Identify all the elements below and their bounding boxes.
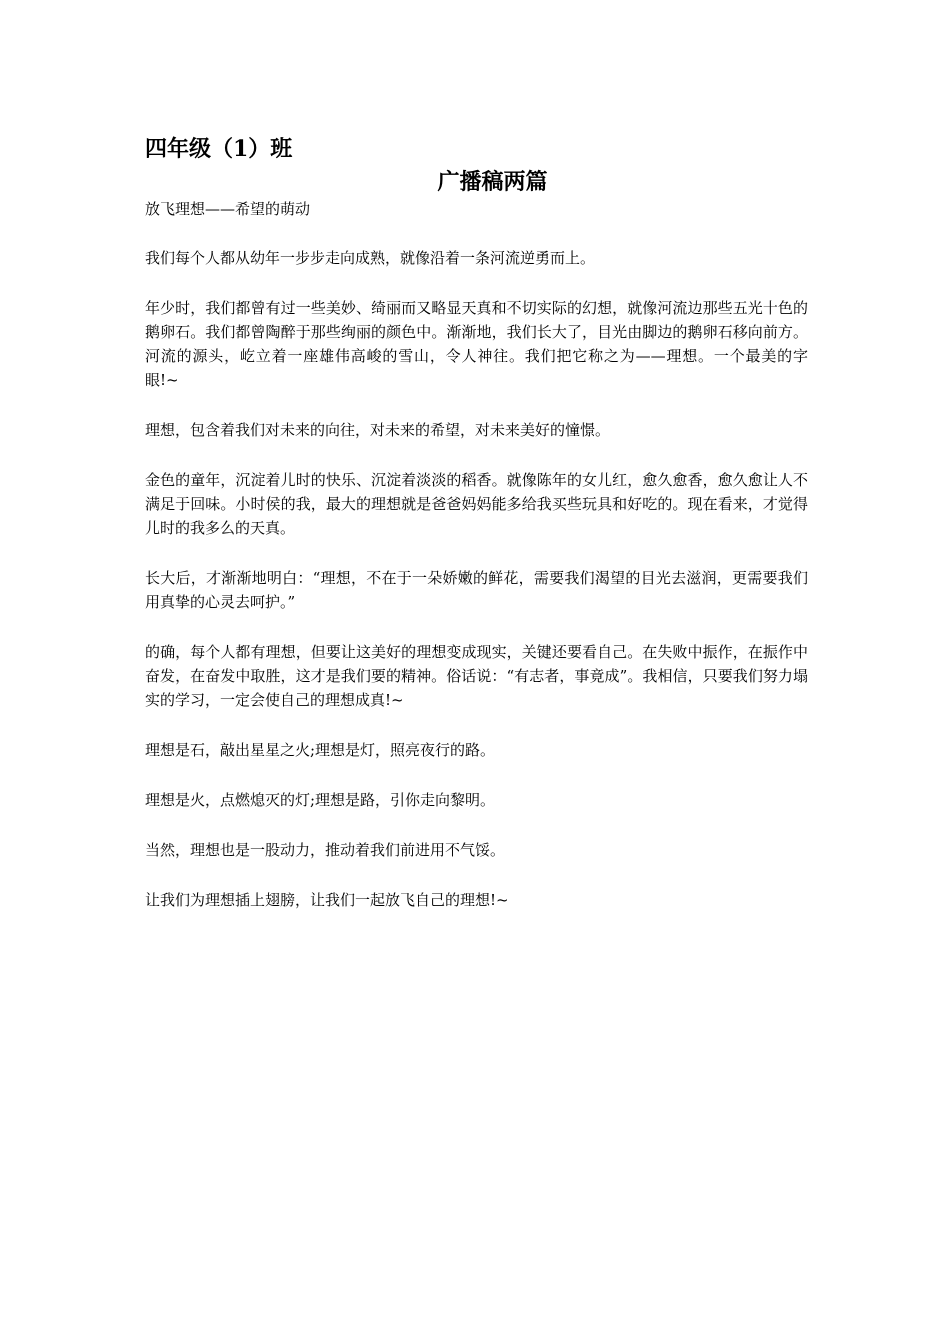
paragraph: 当然，理想也是一股动力，推动着我们前进用不气馁。 (145, 841, 506, 859)
paragraph: 长大后，才渐渐地明白：“理想，不在于一朵娇嫩的鲜花，需要我们渴望的目光去滋润，更需要我们用真挚的心灵去呵护。” (145, 569, 808, 611)
paragraph: 理想是火，点燃熄灭的灯;理想是路，引你走向黎明。 (145, 791, 496, 809)
paragraph: 让我们为理想插上翅膀，让我们一起放飞自己的理想!~ (145, 891, 509, 909)
article-subtitle: 放飞理想——希望的萌动 (145, 200, 311, 218)
paragraph: 理想，包含着我们对未来的向往，对未来的希望，对未来美好的憧憬。 (145, 421, 611, 439)
document-page (145, 132, 808, 938)
document-title: 广播稿两篇 (437, 169, 548, 195)
paragraph: 年少时，我们都曾有过一些美妙、绮丽而又略显天真和不切实际的幻想，就像河流边那些五光十色的鹅卵石。我们都曾陶醉于那些绚丽的颜色中。渐渐地，我们长大了，目光由脚边的鹅卵石移向前方。河流的源头，屹立着一座雄伟高峻的雪山，令人神往。我们把它称之为——理想。一个最美的字眼!~ (145, 299, 808, 389)
paragraph: 理想是石，敲出星星之火;理想是灯，照亮夜行的路。 (145, 741, 496, 759)
paragraph: 金色的童年，沉淀着儿时的快乐、沉淀着淡淡的稻香。就像陈年的女儿红，愈久愈香，愈久愈让人不满足于回味。小时侯的我，最大的理想就是爸爸妈妈能多给我买些玩具和好吃的。现在看来，才觉得儿时的我多么的天真。 (145, 471, 808, 537)
paragraph: 的确，每个人都有理想，但要让这美好的理想变成现实，关键还要看自己。在失败中振作，在振作中奋发，在奋发中取胜，这才是我们要的精神。俗话说：“有志者，事竟成”。我相信，只要我们努力塌实的学习，一定会使自己的理想成真!~ (145, 643, 808, 709)
paragraph: 我们每个人都从幼年一步步走向成熟，就像沿着一条河流逆勇而上。 (145, 249, 596, 267)
class-heading: 四年级（1）班 (145, 136, 293, 162)
